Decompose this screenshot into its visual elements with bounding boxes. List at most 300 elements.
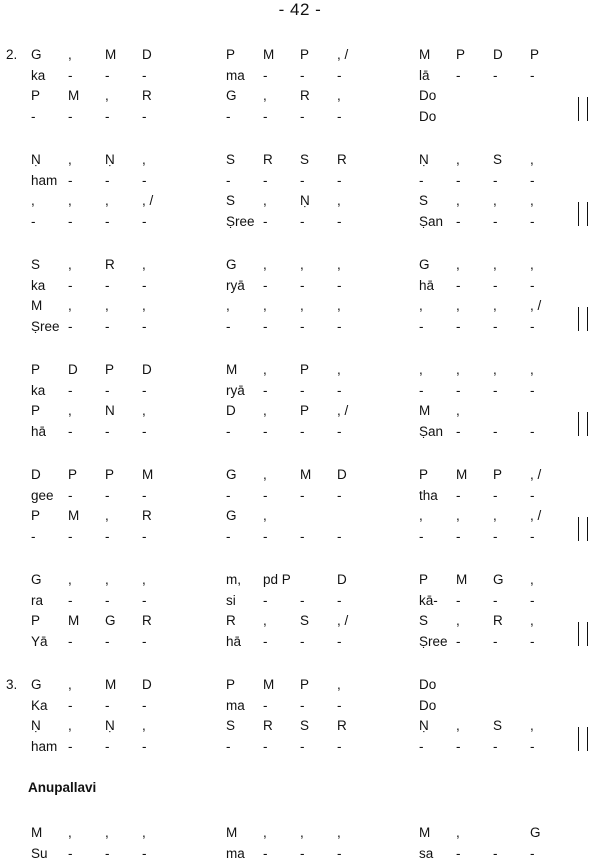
notation-cell: G	[419, 257, 430, 272]
notation-cell: D	[142, 47, 152, 62]
notation-cell: -	[263, 423, 268, 439]
notation-cell: G	[31, 47, 42, 62]
notation-cell: P	[31, 613, 41, 628]
notation-cell: -	[300, 213, 305, 229]
notation-line	[0, 823, 600, 843]
notation-cell: P	[31, 403, 41, 418]
notation-cell: , /	[530, 298, 542, 313]
block-number: 3.	[6, 677, 18, 692]
notation-cell: Ṇ	[300, 193, 310, 208]
notation-cell: ma	[226, 697, 245, 713]
notation-cell: -	[337, 423, 342, 439]
notation-line	[0, 632, 600, 652]
notation-cell: -	[337, 67, 342, 83]
notation-cell: -	[337, 528, 342, 544]
notation-line	[0, 86, 600, 106]
notation-cell: -	[105, 213, 110, 229]
notation-cell: ,	[337, 677, 341, 692]
notation-cell: R	[263, 152, 273, 167]
notation-cell: -	[142, 592, 147, 608]
notation-cell: D	[337, 572, 347, 587]
notation-cell: -	[530, 738, 535, 754]
notation-line	[0, 465, 600, 485]
notation-cell: -	[68, 277, 73, 293]
notation-cell: sa	[419, 845, 434, 861]
notation-cell: S	[419, 613, 429, 628]
notation-cell: -	[263, 277, 268, 293]
notation-cell: -	[419, 172, 424, 188]
notation-cell: -	[300, 487, 305, 503]
notation-cell: -	[530, 277, 535, 293]
notation-cell: -	[456, 633, 461, 649]
notation-cell: -	[105, 633, 110, 649]
notation-cell: ,	[530, 193, 534, 208]
notation-cell: -	[300, 423, 305, 439]
notation-cell: m,	[226, 572, 241, 587]
notation-cell: -	[142, 845, 147, 861]
notation-cell: -	[263, 318, 268, 334]
notation-cell: G	[226, 88, 237, 103]
notation-cell: ,	[456, 193, 460, 208]
notation-cell: -	[493, 382, 498, 398]
notation-cell: ,	[68, 257, 72, 272]
notation-cell: Ṣree	[419, 633, 448, 649]
notation-cell: -	[300, 277, 305, 293]
notation-cell: -	[456, 172, 461, 188]
notation-cell: P	[31, 362, 41, 377]
notation-cell: -	[530, 528, 535, 544]
notation-cell: -	[31, 528, 36, 544]
notation-line	[0, 506, 600, 526]
notation-line	[0, 107, 600, 127]
block-number: 2.	[6, 47, 18, 62]
notation-cell: -	[337, 172, 342, 188]
notation-cell: ryā	[226, 277, 245, 293]
notation-cell: Ṣan	[419, 213, 444, 229]
notation-cell: ,	[530, 257, 534, 272]
notation-cell: ,	[300, 257, 304, 272]
notation-cell: P	[419, 467, 429, 482]
double-barline	[578, 622, 588, 646]
notation-cell: ,	[68, 47, 72, 62]
notation-cell: -	[456, 423, 461, 439]
notation-cell: -	[300, 592, 305, 608]
notation-cell: ,	[142, 825, 146, 840]
notation-cell: ,	[68, 677, 72, 692]
notation-cell: ,	[530, 718, 534, 733]
notation-cell: S	[300, 613, 310, 628]
notation-cell: P	[105, 467, 115, 482]
notation-cell: -	[68, 108, 73, 124]
notation-cell: -	[68, 633, 73, 649]
notation-cell: , /	[142, 193, 154, 208]
notation-cell: ka	[31, 382, 46, 398]
notation-cell: -	[530, 845, 535, 861]
notation-cell: -	[337, 382, 342, 398]
notation-cell: -	[493, 633, 498, 649]
notation-cell: ra	[31, 592, 44, 608]
notation-cell: , /	[530, 467, 542, 482]
notation-cell: Ṇ	[419, 152, 429, 167]
notation-cell: -	[142, 277, 147, 293]
notation-cell: -	[263, 213, 268, 229]
notation-cell: D	[142, 677, 152, 692]
notation-cell: ,	[68, 572, 72, 587]
notation-cell: -	[419, 318, 424, 334]
notation-cell: ,	[68, 403, 72, 418]
notation-cell: -	[300, 382, 305, 398]
notation-cell: ,	[337, 825, 341, 840]
notation-cell: -	[493, 738, 498, 754]
notation-cell: -	[142, 738, 147, 754]
notation-line	[0, 296, 600, 316]
notation-cell: hā	[419, 277, 435, 293]
notation-cell: -	[226, 172, 231, 188]
notation-cell: M	[263, 677, 275, 692]
notation-line	[0, 45, 600, 65]
notation-cell: S	[226, 152, 236, 167]
notation-cell: ,	[68, 718, 72, 733]
notation-cell: R	[493, 613, 503, 628]
notation-cell: -	[142, 528, 147, 544]
notation-cell: -	[337, 697, 342, 713]
notation-cell: -	[226, 528, 231, 544]
notation-cell: P	[300, 362, 310, 377]
notation-cell: ,	[456, 362, 460, 377]
notation-cell: -	[142, 633, 147, 649]
notation-cell: -	[142, 697, 147, 713]
notation-cell: -	[337, 633, 342, 649]
notation-cell: Yā	[31, 633, 48, 649]
notation-cell: -	[456, 528, 461, 544]
notation-cell: -	[226, 423, 231, 439]
notation-cell: M	[226, 362, 238, 377]
notation-cell: -	[300, 697, 305, 713]
notation-cell: -	[263, 487, 268, 503]
notation-cell: -	[300, 845, 305, 861]
notation-cell: -	[263, 528, 268, 544]
notation-line	[0, 66, 600, 86]
notation-cell: -	[105, 487, 110, 503]
notation-cell: -	[530, 172, 535, 188]
notation-cell: M	[456, 572, 468, 587]
notation-cell: ,	[300, 825, 304, 840]
notation-cell: -	[530, 633, 535, 649]
notation-cell: -	[530, 592, 535, 608]
notation-cell: -	[456, 592, 461, 608]
notation-cell: -	[105, 592, 110, 608]
notation-line	[0, 276, 600, 296]
notation-cell: -	[105, 738, 110, 754]
notation-cell: -	[530, 487, 535, 503]
notation-cell: -	[493, 67, 498, 83]
notation-cell: ,	[456, 825, 460, 840]
notation-cell: ,	[68, 298, 72, 313]
notation-cell: -	[493, 172, 498, 188]
notation-cell: -	[337, 213, 342, 229]
notation-cell: , /	[530, 508, 542, 523]
notation-cell: -	[68, 213, 73, 229]
notation-line	[0, 611, 600, 631]
notation-cell: -	[456, 845, 461, 861]
double-barline	[578, 97, 588, 121]
notation-cell: ,	[337, 88, 341, 103]
notation-cell: M	[142, 467, 154, 482]
notation-line	[0, 360, 600, 380]
notation-cell: M	[226, 825, 238, 840]
notation-cell: M	[105, 47, 117, 62]
notation-cell: Ṇ	[419, 718, 429, 733]
notation-cell: P	[456, 47, 466, 62]
notation-cell: M	[31, 825, 43, 840]
notation-cell: -	[419, 382, 424, 398]
notation-cell: -	[530, 318, 535, 334]
notation-cell: ,	[68, 193, 72, 208]
notation-cell: -	[337, 487, 342, 503]
notation-cell: ,	[337, 298, 341, 313]
notation-line	[0, 486, 600, 506]
notation-cell: S	[493, 152, 503, 167]
notation-cell: ,	[530, 152, 534, 167]
notation-cell: -	[263, 738, 268, 754]
notation-cell: Ṇ	[31, 718, 41, 733]
notation-cell: R	[263, 718, 273, 733]
notation-line	[0, 150, 600, 170]
notation-cell: G	[530, 825, 541, 840]
notation-cell: -	[337, 277, 342, 293]
notation-cell: ,	[263, 362, 267, 377]
notation-cell: ,	[142, 572, 146, 587]
notation-cell: -	[493, 592, 498, 608]
notation-cell: G	[493, 572, 504, 587]
notation-cell: N	[105, 403, 115, 418]
notation-cell: S	[419, 193, 429, 208]
notation-cell: ,	[68, 152, 72, 167]
notation-cell: -	[337, 845, 342, 861]
notation-cell: -	[337, 108, 342, 124]
notation-cell: -	[493, 487, 498, 503]
notation-cell: -	[68, 67, 73, 83]
notation-cell: ,	[142, 298, 146, 313]
notation-cell: ,	[263, 467, 267, 482]
notation-cell: Ṇ	[31, 152, 41, 167]
notation-cell: -	[105, 277, 110, 293]
notation-line	[0, 381, 600, 401]
notation-cell: ,	[530, 572, 534, 587]
notation-line	[0, 716, 600, 736]
notation-cell: D	[142, 362, 152, 377]
notation-cell: -	[456, 382, 461, 398]
notation-cell: R	[337, 152, 347, 167]
notation-cell: ,	[263, 193, 267, 208]
notation-cell: ka	[31, 67, 46, 83]
notation-cell: -	[68, 318, 73, 334]
notation-cell: G	[31, 677, 42, 692]
notation-cell: ,	[105, 193, 109, 208]
notation-line	[0, 401, 600, 421]
notation-cell: P	[300, 403, 310, 418]
notation-cell: P	[226, 677, 236, 692]
notation-cell: -	[263, 172, 268, 188]
notation-cell: M	[300, 467, 312, 482]
notation-cell: M	[68, 508, 80, 523]
notation-cell: kā-	[419, 592, 438, 608]
notation-line	[0, 317, 600, 337]
notation-cell: -	[226, 738, 231, 754]
notation-cell: -	[493, 528, 498, 544]
notation-cell: G	[105, 613, 116, 628]
notation-cell: ,	[456, 152, 460, 167]
notation-cell: -	[530, 423, 535, 439]
notation-cell: ,	[419, 508, 423, 523]
notation-cell: M	[68, 88, 80, 103]
notation-cell: -	[105, 108, 110, 124]
notation-cell: S	[493, 718, 503, 733]
notation-cell: Ṇ	[105, 718, 115, 733]
notation-cell: -	[142, 318, 147, 334]
notation-cell: M	[456, 467, 468, 482]
page-number: - 42 -	[278, 0, 322, 19]
notation-cell: ryā	[226, 382, 245, 398]
notation-cell: -	[419, 738, 424, 754]
notation-line	[0, 191, 600, 211]
notation-cell: -	[493, 423, 498, 439]
notation-cell: -	[300, 633, 305, 649]
notation-cell: -	[456, 67, 461, 83]
notation-cell: ,	[493, 257, 497, 272]
notation-cell: P	[530, 47, 540, 62]
notation-cell: gee	[31, 487, 54, 503]
notation-line	[0, 255, 600, 275]
notation-cell: -	[300, 67, 305, 83]
notation-cell: -	[68, 528, 73, 544]
notation-line	[0, 527, 600, 547]
notation-cell: ,	[530, 613, 534, 628]
notation-cell: M	[419, 403, 431, 418]
notation-cell: -	[142, 382, 147, 398]
notation-cell: R	[105, 257, 115, 272]
notation-line	[0, 212, 600, 232]
notation-cell: P	[105, 362, 115, 377]
notation-cell: ,	[142, 152, 146, 167]
notation-cell: -	[142, 172, 147, 188]
notation-cell: ,	[263, 403, 267, 418]
notation-cell: S	[300, 152, 310, 167]
notation-cell: tha	[419, 487, 438, 503]
notation-cell: ,	[263, 88, 267, 103]
notation-cell: -	[456, 318, 461, 334]
notation-cell: R	[142, 508, 152, 523]
notation-cell: -	[263, 382, 268, 398]
notation-cell: P	[300, 47, 310, 62]
notation-cell: D	[68, 362, 78, 377]
notation-cell: Do	[419, 677, 437, 692]
notation-cell: -	[105, 528, 110, 544]
notation-cell: ,	[493, 362, 497, 377]
notation-cell: -	[493, 213, 498, 229]
notation-cell: ,	[456, 257, 460, 272]
notation-cell: -	[263, 108, 268, 124]
notation-cell: -	[142, 423, 147, 439]
notation-cell: -	[419, 528, 424, 544]
notation-line	[0, 737, 600, 757]
double-barline	[578, 412, 588, 436]
notation-cell: -	[105, 172, 110, 188]
notation-cell: Ṣan	[419, 423, 444, 439]
notation-cell: S	[226, 718, 236, 733]
notation-cell: S	[300, 718, 310, 733]
notation-cell: -	[142, 67, 147, 83]
notation-cell: Do	[419, 697, 437, 713]
notation-cell: -	[31, 213, 36, 229]
notation-cell: hā	[226, 633, 242, 649]
notation-cell: -	[337, 318, 342, 334]
notation-cell: -	[226, 108, 231, 124]
notation-cell: -	[300, 528, 305, 544]
notation-cell: lā	[419, 67, 430, 83]
notation-cell: G	[226, 467, 237, 482]
notation-cell: G	[226, 257, 237, 272]
notation-cell: P	[493, 467, 503, 482]
notation-cell: ,	[105, 298, 109, 313]
notation-cell: ,	[105, 508, 109, 523]
notation-cell: ,	[263, 613, 267, 628]
notation-line	[0, 591, 600, 611]
double-barline	[578, 202, 588, 226]
notation-cell: ,	[263, 825, 267, 840]
notation-cell: ,	[263, 257, 267, 272]
notation-cell: -	[68, 172, 73, 188]
notation-cell: D	[226, 403, 236, 418]
notation-cell: ,	[105, 825, 109, 840]
notation-cell: P	[31, 508, 41, 523]
notation-cell: ,	[493, 508, 497, 523]
notation-cell: -	[142, 213, 147, 229]
notation-cell: -	[337, 738, 342, 754]
notation-cell: G	[226, 508, 237, 523]
double-barline	[578, 517, 588, 541]
notation-cell: P	[31, 88, 41, 103]
notation-cell: ,	[337, 257, 341, 272]
notation-cell: D	[31, 467, 41, 482]
notation-cell: M	[105, 677, 117, 692]
notation-cell: -	[68, 697, 73, 713]
notation-cell: ,	[456, 613, 460, 628]
notation-cell: -	[456, 738, 461, 754]
notation-cell: ,	[105, 572, 109, 587]
notation-cell: -	[263, 592, 268, 608]
notation-cell: -	[456, 487, 461, 503]
notation-cell: -	[68, 738, 73, 754]
notation-cell: M	[419, 47, 431, 62]
notation-cell: Ṇ	[105, 152, 115, 167]
notation-cell: ,	[337, 193, 341, 208]
notation-cell: Ṣree	[31, 318, 60, 334]
notation-cell: -	[142, 108, 147, 124]
notation-cell: ,	[142, 257, 146, 272]
notation-cell: -	[493, 318, 498, 334]
notation-cell: -	[105, 697, 110, 713]
notation-cell: ma	[226, 67, 245, 83]
notation-cell: ,	[263, 508, 267, 523]
notation-cell: ,	[456, 298, 460, 313]
notation-cell: S	[226, 193, 236, 208]
notation-cell: P	[300, 677, 310, 692]
notation-cell: hā	[31, 423, 47, 439]
notation-cell: -	[493, 277, 498, 293]
notation-cell: Su	[31, 845, 48, 861]
notation-cell: ,	[456, 508, 460, 523]
